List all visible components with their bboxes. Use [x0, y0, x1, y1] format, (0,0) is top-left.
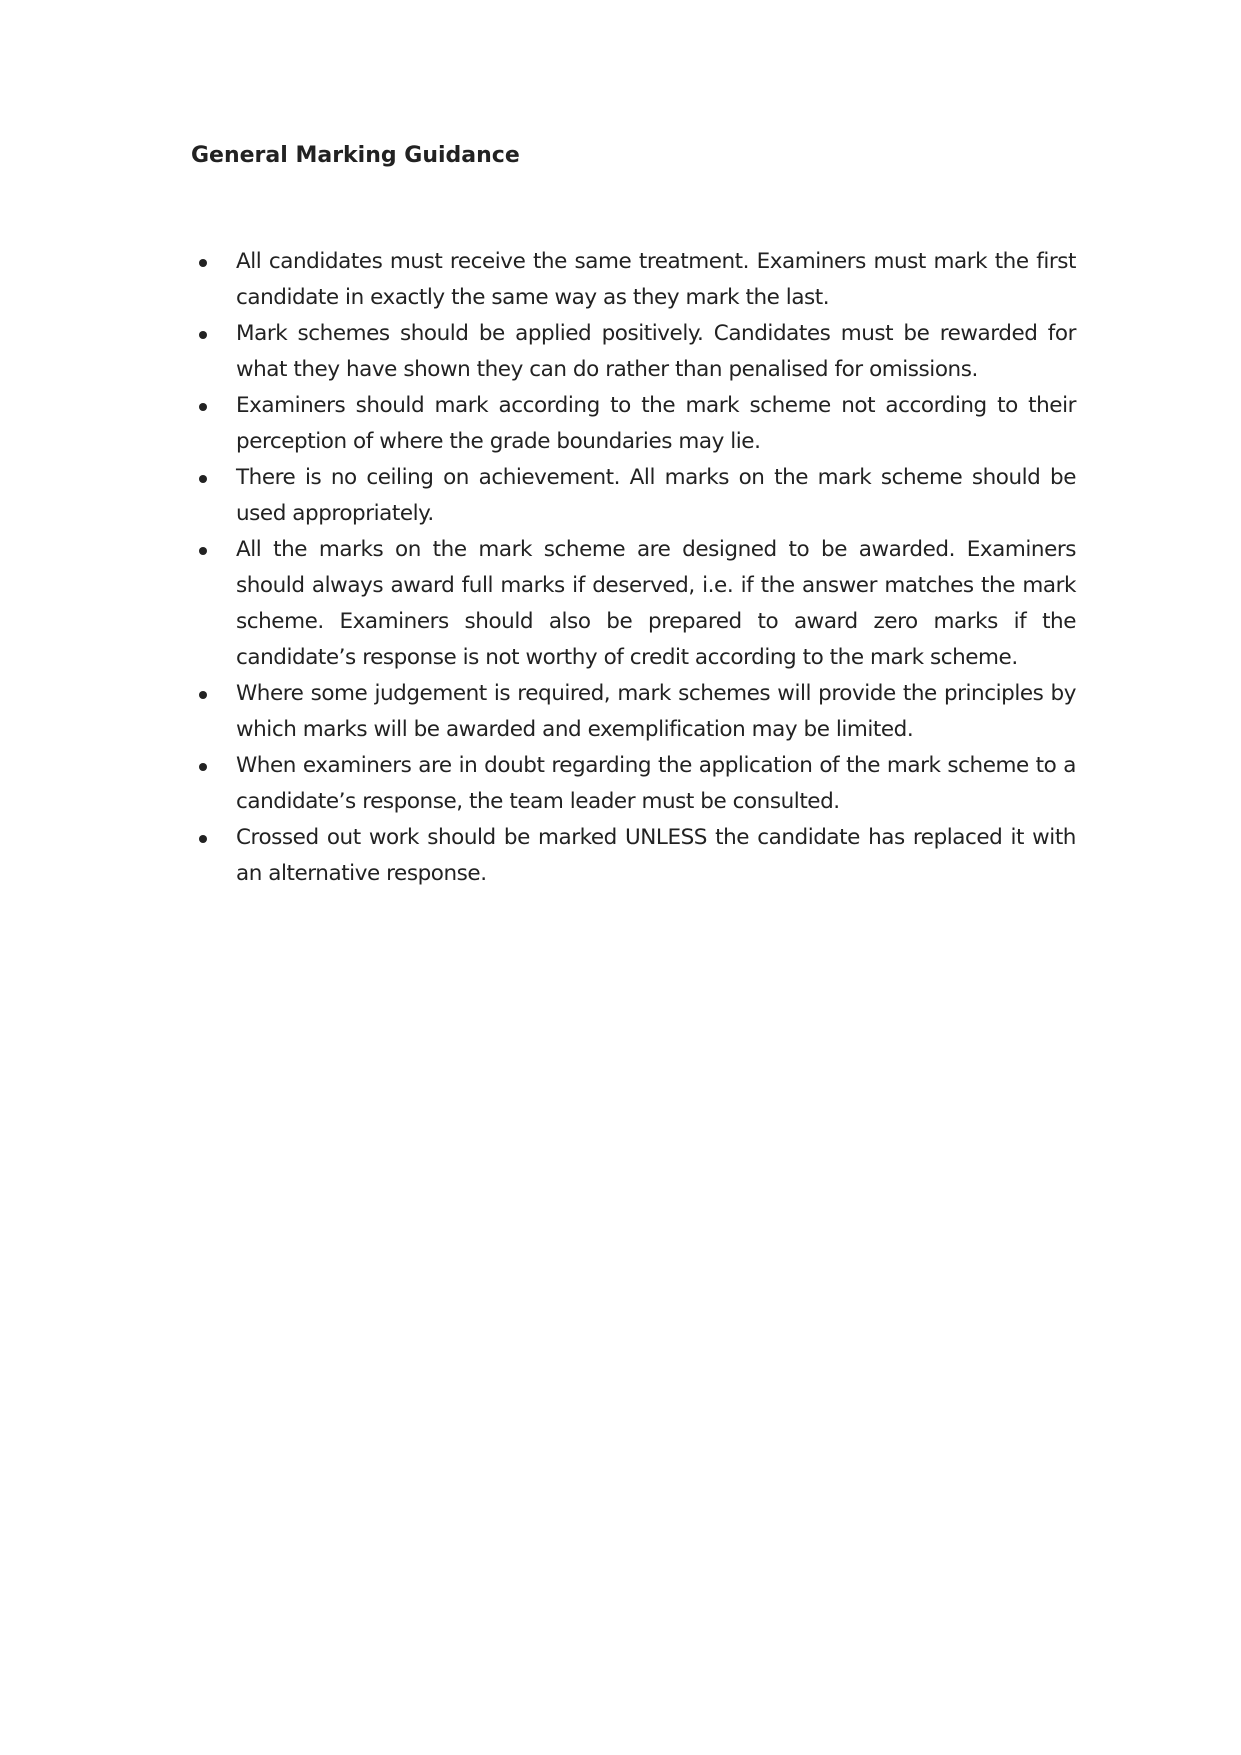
- list-item-text: All candidates must receive the same treatment. Examiners must mark the first candidate in exactly the same way as they mark the last.: [236, 249, 1076, 310]
- bullet-icon: [199, 835, 207, 843]
- list-item-text: There is no ceiling on achievement. All marks on the mark scheme should be used appropriately.: [236, 465, 1076, 526]
- list-item-text: When examiners are in doubt regarding the application of the mark scheme to a candidate’s response, the team leader must be consulted.: [236, 753, 1076, 814]
- list-item: [191, 460, 1076, 532]
- page-title: General Marking Guidance: [191, 143, 520, 168]
- guidance-list: [191, 244, 1076, 892]
- bullet-icon: [199, 331, 207, 339]
- bullet-icon: [199, 691, 207, 699]
- bullet-icon: [199, 547, 207, 555]
- list-item: [191, 748, 1076, 820]
- list-item: [191, 820, 1076, 892]
- list-item-text: Examiners should mark according to the mark scheme not according to their perception of where the grade boundaries may lie.: [236, 393, 1076, 454]
- list-item: [191, 676, 1076, 748]
- list-item: [191, 388, 1076, 460]
- bullet-icon: [199, 475, 207, 483]
- bullet-icon: [199, 259, 207, 267]
- bullet-icon: [199, 403, 207, 411]
- list-item: [191, 244, 1076, 316]
- list-item-text: Where some judgement is required, mark schemes will provide the principles by which marks will be awarded and exemplification may be limited.: [236, 681, 1076, 742]
- list-item: [191, 316, 1076, 388]
- bullet-icon: [199, 763, 207, 771]
- list-item-text: Mark schemes should be applied positively. Candidates must be rewarded for what they have shown they can do rather than penalised for omissions.: [236, 321, 1076, 382]
- list-item-text: All the marks on the mark scheme are designed to be awarded. Examiners should always award full marks if deserved, i.e. if the answer matches the mark scheme. Examiners should also be prepared to award zero marks if the candidate’s response is not worthy of credit according to the mark scheme.: [236, 537, 1076, 670]
- list-item: [191, 532, 1076, 676]
- list-item-text: Crossed out work should be marked UNLESS the candidate has replaced it with an alternative response.: [236, 825, 1076, 886]
